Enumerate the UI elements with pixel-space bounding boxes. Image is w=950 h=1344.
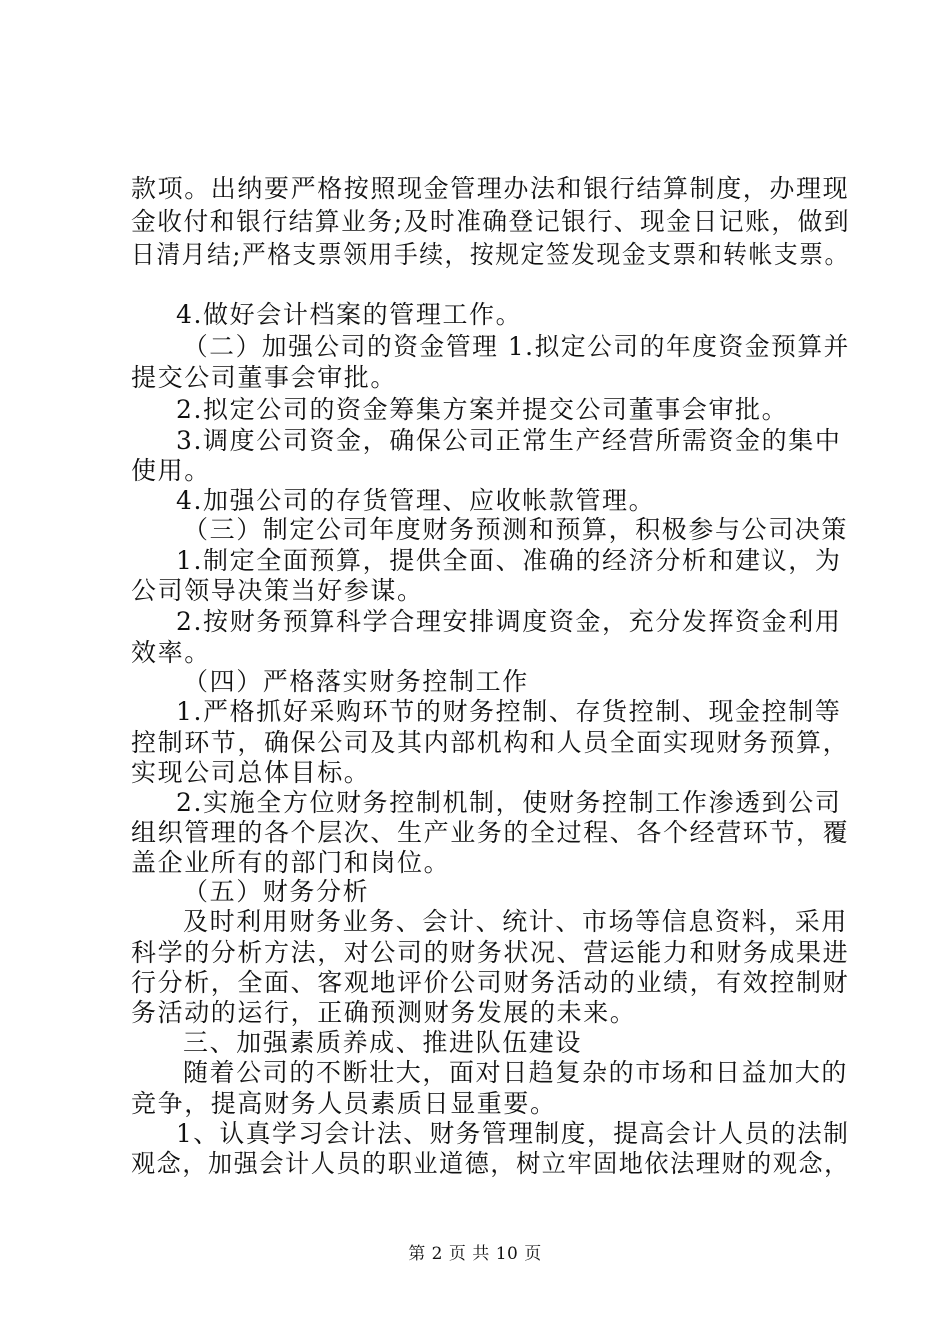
- section-heading-2: （二）加强公司的资金管理 1.拟定公司的年度资金预算并: [183, 332, 850, 361]
- body-text-line: 1、认真学习会计法、财务管理制度，提高会计人员的法制: [176, 1119, 850, 1148]
- body-text-line: 组织管理的各个层次、生产业务的全过程、各个经营环节，覆: [131, 818, 850, 847]
- body-text-line: 4.做好会计档案的管理工作。: [176, 300, 523, 329]
- body-text-line: 金收付和银行结算业务;及时准确登记银行、现金日记账，做到: [131, 207, 851, 236]
- section-heading-3-main: 三、加强素质养成、推进队伍建设: [183, 1028, 583, 1057]
- body-text-line: 使用。: [131, 456, 211, 485]
- body-text-line: 实现公司总体目标。: [131, 758, 371, 787]
- section-heading-4: （四）严格落实财务控制工作: [183, 667, 529, 696]
- section-heading-3: （三）制定公司年度财务预测和预算，积极参与公司决策: [183, 515, 849, 544]
- body-text-line: 竞争，提高财务人员素质日显重要。: [131, 1089, 557, 1118]
- body-text-line: 效率。: [131, 638, 211, 667]
- body-text-line: 2.拟定公司的资金筹集方案并提交公司董事会审批。: [176, 395, 789, 424]
- body-text-line: 款项。出纳要严格按照现金管理办法和银行结算制度，办理现: [131, 174, 850, 203]
- body-text-line: 1.严格抓好采购环节的财务控制、存货控制、现金控制等: [176, 697, 842, 726]
- body-text-line: 日清月结;严格支票领用手续，按规定签发现金支票和转帐支票。: [131, 240, 850, 269]
- body-text-line: 2.实施全方位财务控制机制，使财务控制工作渗透到公司: [176, 788, 842, 817]
- body-text-line: 随着公司的不断壮大，面对日趋复杂的市场和日益加大的: [183, 1058, 849, 1087]
- body-text-line: 提交公司董事会审批。: [131, 363, 398, 392]
- body-text-line: 及时利用财务业务、会计、统计、市场等信息资料，采用: [183, 907, 849, 936]
- body-text-line: 务活动的运行，正确预测财务发展的未来。: [131, 998, 637, 1027]
- page-number-footer: 第 2 页 共 10 页: [408, 1244, 542, 1264]
- body-text-line: 4.加强公司的存货管理、应收帐款管理。: [176, 486, 656, 515]
- body-text-line: 2.按财务预算科学合理安排调度资金，充分发挥资金利用: [176, 607, 842, 636]
- body-text-line: 科学的分析方法，对公司的财务状况、营运能力和财务成果进: [131, 938, 850, 967]
- body-text-line: 盖企业所有的部门和岗位。: [131, 848, 451, 877]
- body-text-line: 3.调度公司资金，确保公司正常生产经营所需资金的集中: [176, 426, 842, 455]
- body-text-line: 公司领导决策当好参谋。: [131, 576, 424, 605]
- body-text-line: 1.制定全面预算，提供全面、准确的经济分析和建议，为: [176, 546, 842, 575]
- body-text-line: 观念，加强会计人员的职业道德，树立牢固地依法理财的观念，: [131, 1149, 850, 1178]
- section-heading-5: （五）财务分析: [183, 877, 370, 906]
- body-text-line: 行分析，全面、客观地评价公司财务活动的业绩，有效控制财: [131, 968, 850, 997]
- body-text-line: 控制环节，确保公司及其内部机构和人员全面实现财务预算，: [131, 728, 850, 757]
